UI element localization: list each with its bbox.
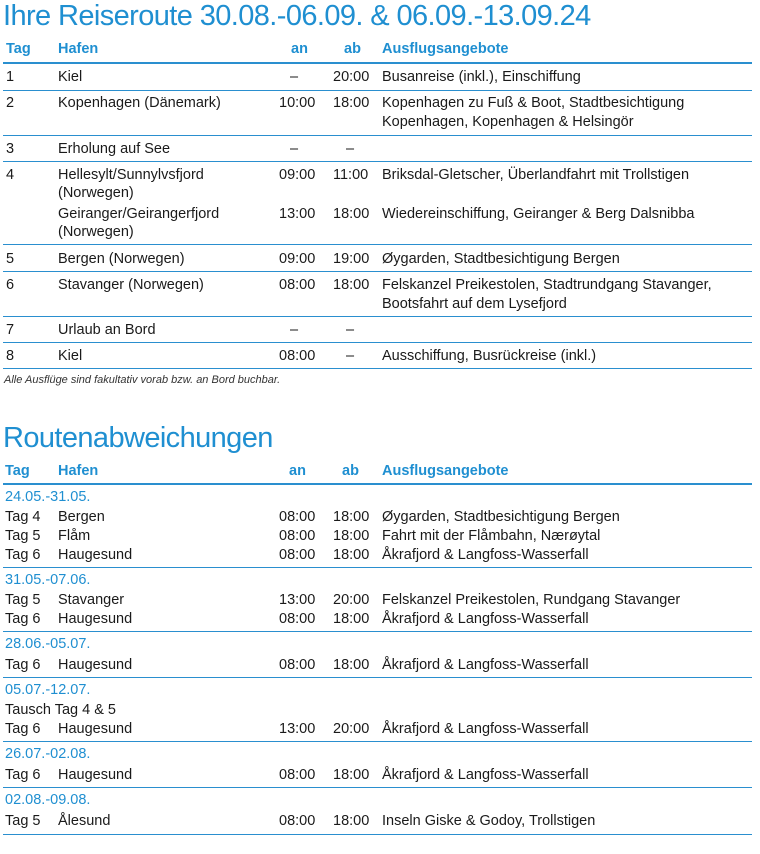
deviation-ausflug: Felskanzel Preikestolen, Rundgang Stavanger xyxy=(382,592,681,608)
deviation-ausflug: Øygarden, Stadtbesichtigung Bergen xyxy=(382,509,620,525)
deviation-ab: 18:00 xyxy=(333,657,370,673)
itinerary-hafen: Kopenhagen (Dänemark) xyxy=(58,95,221,111)
period-label: 24.05.-31.05. xyxy=(5,489,91,505)
deviation-an: 08:00 xyxy=(279,509,316,525)
itinerary-an: 08:00 xyxy=(279,348,316,364)
itinerary-header-hafen: Hafen xyxy=(58,41,99,57)
row-divider xyxy=(3,161,752,162)
itinerary-an: – xyxy=(290,69,299,85)
itinerary-hafen-b: Geiranger/Geirangerfjord xyxy=(58,206,220,222)
itinerary-ausflug: Briksdal-Gletscher, Überlandfahrt mit Trollstigen xyxy=(382,167,690,183)
deviation-an: 08:00 xyxy=(279,611,316,627)
deviation-tag: Tag 6 xyxy=(5,657,41,673)
itinerary-ab: 11:00 xyxy=(333,167,369,183)
period-label: 05.07.-12.07. xyxy=(5,682,91,698)
itinerary-an: 08:00 xyxy=(279,277,316,293)
deviation-hafen: Flåm xyxy=(58,528,91,544)
itinerary-hafen: Urlaub an Bord xyxy=(58,322,156,338)
deviation-tag: Tag 5 xyxy=(5,813,41,829)
deviation-hafen: Bergen xyxy=(58,509,105,525)
itinerary-ausflug: Busanreise (inkl.), Einschiffung xyxy=(382,69,581,85)
itinerary-hafen: Kiel xyxy=(58,69,83,85)
deviations-header-ab: ab xyxy=(342,463,359,479)
deviations-header-an: an xyxy=(289,463,306,479)
itinerary-ausflug: Felskanzel Preikestolen, Stadtrundgang Stavanger, xyxy=(382,277,712,293)
period-label: 26.07.-02.08. xyxy=(5,746,91,762)
group-divider xyxy=(3,631,752,632)
deviation-extra: Tausch Tag 4 & 5 xyxy=(5,702,116,718)
deviation-hafen: Haugesund xyxy=(58,657,133,673)
itinerary-hafen: Hellesylt/Sunnylvsfjord xyxy=(58,167,204,183)
row-divider xyxy=(3,368,752,369)
period-label: 02.08.-09.08. xyxy=(5,792,91,808)
itinerary-an: – xyxy=(290,141,299,157)
itinerary-ab: 18:00 xyxy=(333,95,370,111)
deviation-ab: 18:00 xyxy=(333,767,370,783)
row-divider xyxy=(3,244,752,245)
itinerary-ab: 20:00 xyxy=(333,69,370,85)
deviation-ausflug: Fahrt mit der Flåmbahn, Nærøytal xyxy=(382,528,601,544)
group-divider xyxy=(3,787,752,788)
itinerary-ab: 18:00 xyxy=(333,277,370,293)
deviation-ab: 18:00 xyxy=(333,547,370,563)
deviation-an: 13:00 xyxy=(279,592,316,608)
itinerary-tag: 5 xyxy=(6,251,15,267)
itinerary-hafen: Bergen (Norwegen) xyxy=(58,251,185,267)
itinerary-header-tag: Tag xyxy=(6,41,31,57)
deviation-ab: 18:00 xyxy=(333,528,370,544)
itinerary-tag: 3 xyxy=(6,141,15,157)
itinerary-hafen: Kiel xyxy=(58,348,83,364)
deviation-ausflug: Åkrafjord & Langfoss-Wasserfall xyxy=(382,611,589,627)
itinerary-header-ab: ab xyxy=(344,41,361,57)
itinerary-ab: – xyxy=(346,141,355,157)
deviation-hafen: Ålesund xyxy=(58,813,111,829)
itinerary-tag: 8 xyxy=(6,348,15,364)
deviation-hafen: Haugesund xyxy=(58,611,133,627)
deviations-header-tag: Tag xyxy=(5,463,30,479)
itinerary-ausflug-b: Wiedereinschiffung, Geiranger & Berg Dalsnibba xyxy=(382,206,695,222)
itinerary-an: 10:00 xyxy=(279,95,316,111)
row-divider xyxy=(3,271,752,272)
itinerary-tag: 7 xyxy=(6,322,15,338)
deviation-ausflug: Åkrafjord & Langfoss-Wasserfall xyxy=(382,657,589,673)
deviation-ab: 18:00 xyxy=(333,509,370,525)
itinerary-hafen: Erholung auf See xyxy=(58,141,171,157)
itinerary-hafen-line2: (Norwegen) xyxy=(58,185,134,201)
itinerary-hafen-b-line2: (Norwegen) xyxy=(58,224,134,240)
row-divider xyxy=(3,316,752,317)
itinerary-an: – xyxy=(290,322,299,338)
deviation-an: 08:00 xyxy=(279,657,316,673)
deviations-title: Routenabweichungen xyxy=(3,422,273,454)
itinerary-title: Ihre Reiseroute 30.08.-06.09. & 06.09.-13.09.24 xyxy=(3,0,591,32)
itinerary-ab-b: 18:00 xyxy=(333,206,370,222)
deviation-ab: 20:00 xyxy=(333,592,370,608)
row-divider xyxy=(3,342,752,343)
deviation-ab: 18:00 xyxy=(333,611,370,627)
deviation-tag: Tag 6 xyxy=(5,611,41,627)
group-divider xyxy=(3,677,752,678)
deviation-tag: Tag 6 xyxy=(5,547,41,563)
itinerary-ab: – xyxy=(346,322,355,338)
deviation-hafen: Haugesund xyxy=(58,547,133,563)
deviation-tag: Tag 5 xyxy=(5,528,41,544)
deviation-an: 08:00 xyxy=(279,813,316,829)
deviation-ausflug: Åkrafjord & Langfoss-Wasserfall xyxy=(382,721,589,737)
itinerary-ab: – xyxy=(346,348,355,364)
deviation-hafen: Haugesund xyxy=(58,767,133,783)
row-divider xyxy=(3,90,752,91)
group-divider xyxy=(3,834,752,835)
itinerary-ausflug: Øygarden, Stadtbesichtigung Bergen xyxy=(382,251,620,267)
itinerary-tag: 1 xyxy=(6,69,15,85)
itinerary-note: Alle Ausflüge sind fakultativ vorab bzw. an Bord buchbar. xyxy=(4,374,281,386)
itinerary-ausflug-line2: Kopenhagen, Kopenhagen & Helsingör xyxy=(382,114,634,130)
deviations-header-ausflug: Ausflugsangebote xyxy=(382,463,509,479)
deviation-an: 08:00 xyxy=(279,528,316,544)
itinerary-tag: 4 xyxy=(6,167,15,183)
itinerary-header-an: an xyxy=(291,41,308,57)
deviation-tag: Tag 4 xyxy=(5,509,41,525)
header-divider xyxy=(3,62,752,64)
itinerary-tag: 2 xyxy=(6,95,15,111)
deviation-ausflug: Inseln Giske & Godoy, Trollstigen xyxy=(382,813,596,829)
deviation-tag: Tag 5 xyxy=(5,592,41,608)
deviation-tag: Tag 6 xyxy=(5,721,41,737)
deviation-ab: 20:00 xyxy=(333,721,370,737)
itinerary-hafen: Stavanger (Norwegen) xyxy=(58,277,204,293)
itinerary-tag: 6 xyxy=(6,277,15,293)
deviation-ab: 18:00 xyxy=(333,813,370,829)
period-label: 28.06.-05.07. xyxy=(5,636,91,652)
itinerary-an: 09:00 xyxy=(279,251,316,267)
deviation-an: 08:00 xyxy=(279,547,316,563)
itinerary-ausflug-line2: Bootsfahrt auf dem Lysefjord xyxy=(382,296,567,312)
itinerary-header-ausflug: Ausflugsangebote xyxy=(382,41,509,57)
row-divider xyxy=(3,135,752,136)
itinerary-an: 09:00 xyxy=(279,167,316,183)
deviation-tag: Tag 6 xyxy=(5,767,41,783)
deviation-ausflug: Åkrafjord & Langfoss-Wasserfall xyxy=(382,767,589,783)
deviation-hafen: Stavanger xyxy=(58,592,125,608)
itinerary-ab: 19:00 xyxy=(333,251,370,267)
itinerary-ausflug: Ausschiffung, Busrückreise (inkl.) xyxy=(382,348,597,364)
itinerary-ausflug: Kopenhagen zu Fuß & Boot, Stadtbesichtigung xyxy=(382,95,685,111)
deviation-an: 13:00 xyxy=(279,721,316,737)
deviation-ausflug: Åkrafjord & Langfoss-Wasserfall xyxy=(382,547,589,563)
group-divider xyxy=(3,741,752,742)
itinerary-an-b: 13:00 xyxy=(279,206,316,222)
group-divider xyxy=(3,567,752,568)
deviation-hafen: Haugesund xyxy=(58,721,133,737)
period-label: 31.05.-07.06. xyxy=(5,572,91,588)
header-divider xyxy=(3,483,752,485)
deviation-an: 08:00 xyxy=(279,767,316,783)
deviations-header-hafen: Hafen xyxy=(58,463,99,479)
